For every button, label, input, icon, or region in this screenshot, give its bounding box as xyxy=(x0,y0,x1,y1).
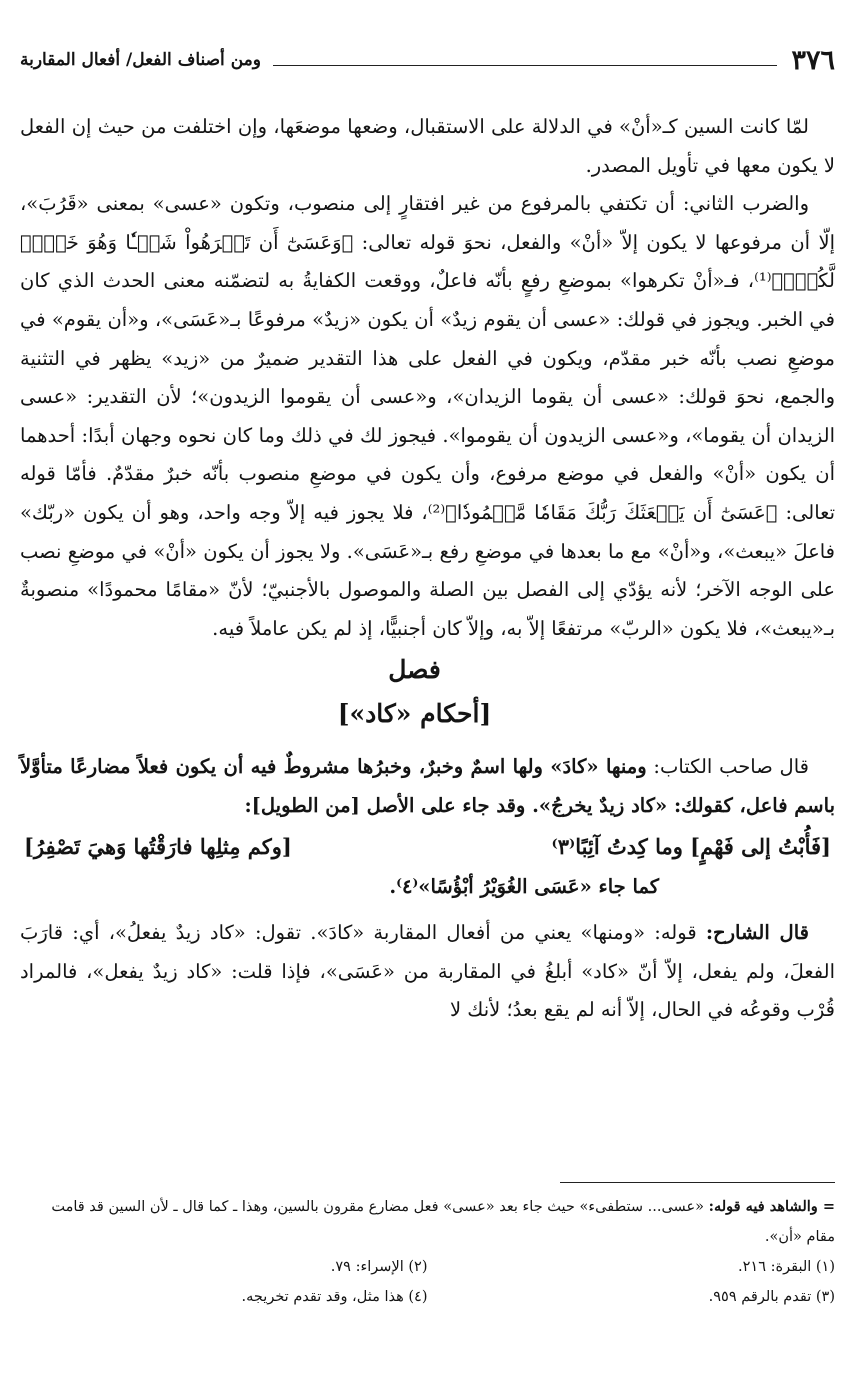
sharh-text: قوله: «ومنها» يعني من أفعال المقاربة «كادَ». تقول: «كاد زيدٌ يفعلُ»، أي: قارَبَ الفعلَ، ولم يفعل، إلاّ أنّ «كاد» أبلغُ في المقاربة من «عَسَى»، فإذا قلت: «كاد زيدٌ يفعل»، فالمراد قُرْب وقوعُه في الحال، إلاّ أنه لم يقع بعدُ؛ لأنك لا xyxy=(20,921,835,1022)
footnote-3: (٣) تقدم بالرقم ٩٥٩. xyxy=(708,1289,835,1305)
matn-paragraph xyxy=(20,748,835,825)
chapter-title: ومن أصناف الفعل/ أفعال المقاربة xyxy=(20,50,261,70)
footnote-separator xyxy=(560,1182,835,1183)
footnote-1: (١) البقرة: ٢١٦. xyxy=(738,1259,835,1275)
footnote-continuation xyxy=(20,1192,835,1252)
footnotes xyxy=(20,1192,835,1312)
footnote-2: (٢) الإسراء: ٧٩. xyxy=(330,1259,428,1275)
footnote-4: (٤) هذا مثل، وقد تقدم تخريجه. xyxy=(241,1289,428,1305)
proverb-line: كما جاء «عَسَى الغُوَيْرُ أبْؤُسًا»⁽٤⁾. xyxy=(389,874,659,898)
footnote-continuation-lead: = والشاهد فيه قوله: xyxy=(708,1198,835,1215)
matn-lead: قال صاحب الكتاب: xyxy=(653,755,809,779)
paragraph-2: والضرب الثاني: أن تكتفي بالمرفوع من غير افتقارٍ إلى منصوب، وتكون «عسى» بمعنى «قَرُبَ»، إلّا أن مرفوعها لا يكون إلاّ «أنْ» والفعل، نحوَ قوله تعالى: ﴿وَعَسَىٰٓ أَن تَكۡرَهُواْ شَيۡـٔٗا وَهُوَ خَيۡرٞ لَّكُمۡۖ﴾⁽¹⁾، فـ«أنْ تكرهوا» بموضعِ رفعٍ بأنّه فاعلٌ، ووقعت الكفايةُ به لتضمّنه معنى الحدث الذي كان في الخبر. ويجوز في قولك: «عسى أن يقوم زيدٌ» أن يكون «زيدٌ» مرفوعًا بـ«عَسَى»، و«أن يقوم» في موضعِ نصب بأنّه خبر مقدّم، ويكون في الفعل على هذا التقدير ضميرٌ من «زيد» يظهر في التثنية والجمع، نحوَ قولك: «عسى أن يقوما الزيدان»، و«عسى أن يقوموا الزيدون»؛ لأن التقدير: «عسى الزيدان أن يقوما»، و«عسى الزيدون أن يقوموا». فيجوز لك في ذلك وما كان نحوه وجهان أبدًا: أحدهما أن يكون «أنْ» والفعل في موضع مرفوع، وأن يكون في موضعِ منصوب بأنّه خبرٌ مقدّمٌ. فأمّا قوله تعالى: ﴿عَسَىٰٓ أَن يَبۡعَثَكَ رَبُّكَ مَقَامٗا مَّحۡمُودٗا﴾⁽²⁾، فلا يجوز فيه إلاّ وجه واحد، وهو أن يكون «ربّك» فاعلَ «يبعث»، و«أنْ» مع ما بعدها في موضعِ رفع بـ«عَسَى». ولا يجوز أن يكون «أنْ» في موضعِ نصب على الوجه الآخر؛ لأنه يؤدّي إلى الفصل بين الصلة والموصول بالأجنبيّ؛ لأنّ «مقامًا محمودًا» منصوبةٌ بـ«يبعث»، فلا يكون «الربّ» مرتفعًا إلاّ به، وإلاّ كان أجنبيًّا، إذ لم يكن عاملاً فيه. xyxy=(20,192,835,640)
verse-first-hemistich: [فَأُبْتُ إلى فَهْمٍ] وما كِدتُ آئِبًا⁽٣⁾ xyxy=(551,833,831,859)
matn-text: ومنها «كادَ» ولها اسمٌ وخبرٌ، وخبرُها مشروطٌ فيه أن يكون فعلاً مضارعًا متأوَّلاً باسم فاعل، كقولك: «كاد زيدٌ يخرجُ». وقد جاء على الأصل [من الطويل]: xyxy=(20,755,835,817)
header-rule xyxy=(273,65,778,66)
footnote-row xyxy=(20,1252,835,1282)
running-header xyxy=(20,42,835,78)
footnote-continuation-text: «عسى... ستطفىء» حيث جاء بعد «عسى» فعل مضارع مقرون بالسين، وهذا ـ كما قال ـ لأن السين قد قامت مقام «أن». xyxy=(51,1199,835,1245)
poetry-verse xyxy=(20,826,835,868)
page-number: ٣٧٦ xyxy=(791,44,835,76)
verse-second-hemistich: [وكم مِثلِها فارَقْتُها وَهيَ تَصْفِرُ] xyxy=(24,833,292,859)
section-heading: فصل xyxy=(388,655,441,685)
sharh-lead: قال الشارح: xyxy=(705,921,809,945)
footnote-row xyxy=(20,1282,835,1312)
sharh-paragraph xyxy=(20,914,835,1030)
main-text xyxy=(20,108,835,1030)
paragraph-1: لمّا كانت السين كـ«أنْ» في الدلالة على الاستقبال، وضعها موضعَها، وإن اختلفت من حيث إن الفعل لا يكون معها في تأويل المصدر. xyxy=(20,115,835,177)
section-subheading: [أحكام «كاد»] xyxy=(337,699,492,729)
